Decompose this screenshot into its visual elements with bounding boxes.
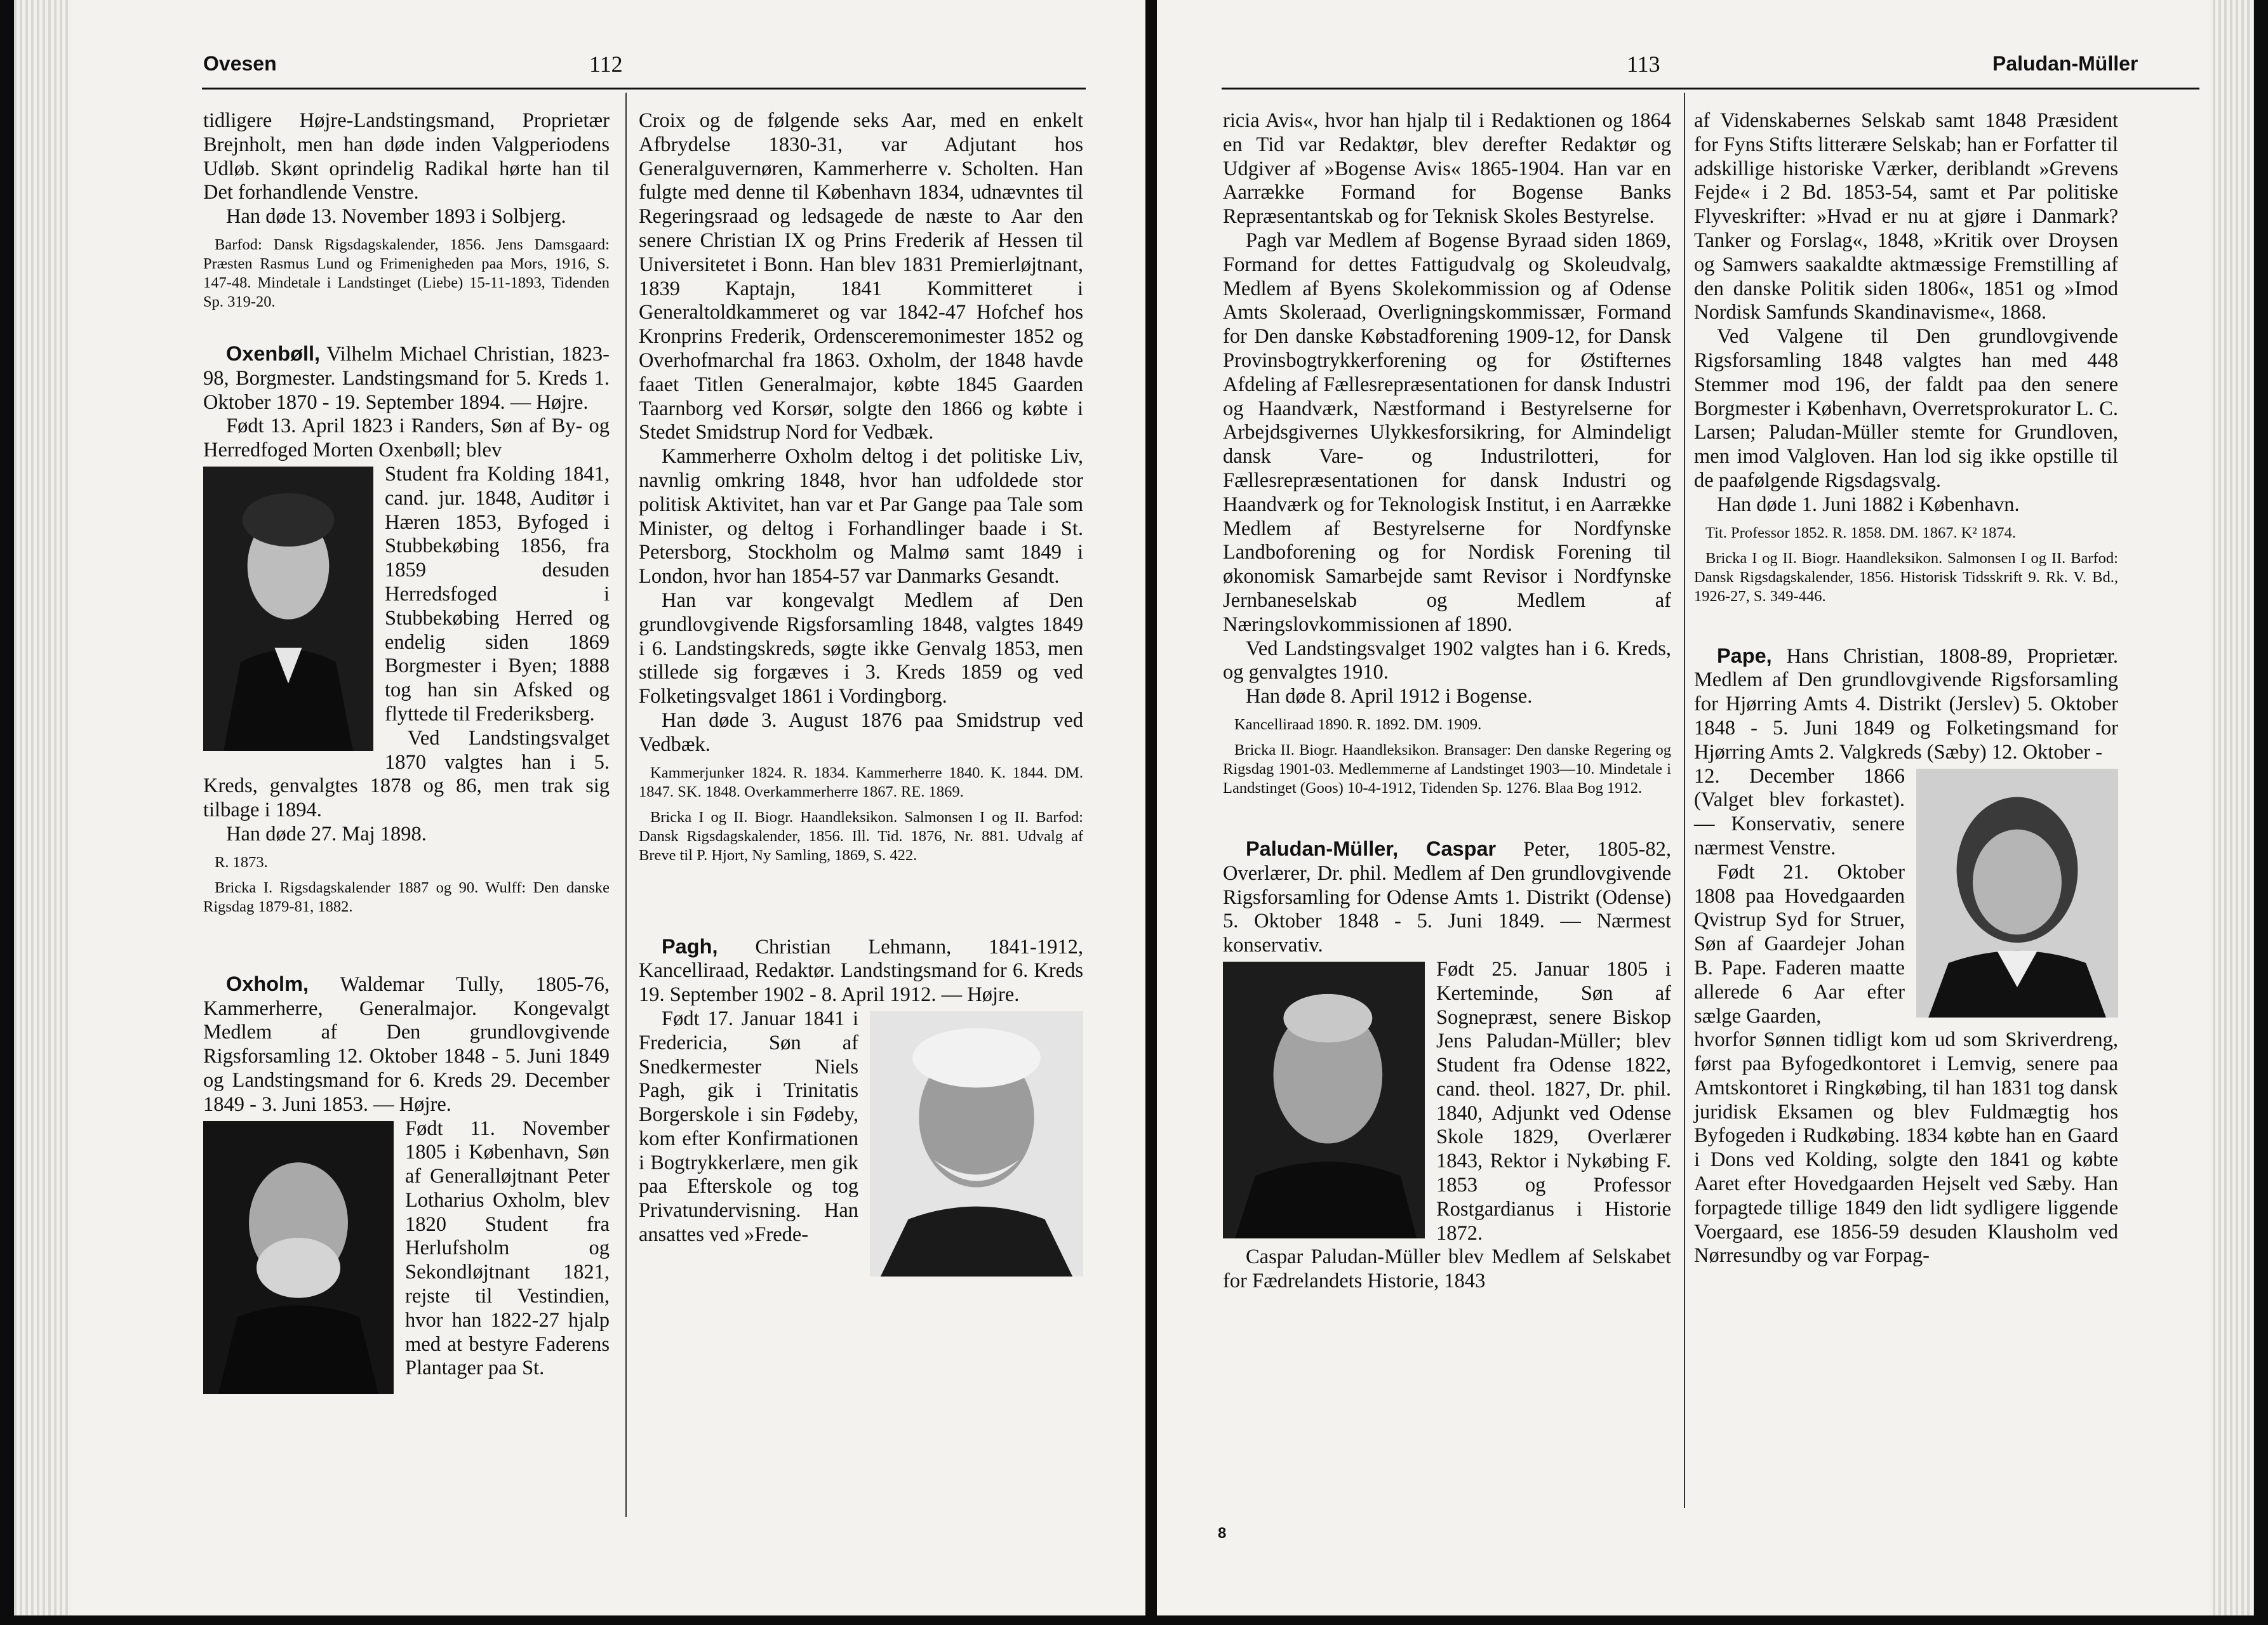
- entry-oxholm: [203, 972, 610, 1117]
- references: Barfod: Dansk Rigsdagskalender, 1856. Jens Damsgaard: Præsten Rasmus Lund og Frimenigheden paa Mors, 1916, S. 147-48. Mindetale i Landstinget (Liebe) 15-11-1893, Tidenden Sp. 319-20.: [203, 235, 610, 310]
- entry-name: Paludan-Müller,: [1246, 837, 1399, 860]
- portrait-oxholm: [203, 1121, 394, 1394]
- entry-name: Oxholm,: [226, 972, 309, 995]
- left-page-column-1: [203, 109, 610, 1400]
- paragraph: Pagh var Medlem af Bogense Byraad siden 1869, Formand for dettes Fattigudvalg og Skoleudvalg, Medlem af Byens Skolekommission og af Odense Amts Skoleraad, Overligningskommissær, Formand for Den danske Købstadforening 1909-12, for Dansk Provinsbogtrykkerforening og for Østifternes Afdeling af Fællesrepræsentationen for dansk Industri og Haandværk, Næstformand i Bestyrelserne for Arbejdsgivernes Ulykkesforsikring, for Almindeligt dansk Vare- og Industrilotteri, for Fællesrepræsentationen for dansk Industri og Haandværk og for Teknologisk Institut, i en Aarrække Medlem af Bestyrelserne for Nordfynske Landboforening og for Nordisk Forening til økonomisk Samarbejde samt Revisor i Nordfynske Jernbaneselskab og Medlem af Næringslovkommissionen af 1890.: [1223, 229, 1671, 636]
- paragraph: Født 17. Januar 1841 i Fredericia, Søn af Snedkermester Niels Pagh, gik i Trinitatis Borgerskole i sin Fødeby, kom efter Konfirmationen i Bogtrykkerlære, men gik paa Efterskole og tog Privatundervisning. Han ansattes ved »Frede-: [639, 1007, 858, 1247]
- paragraph: Han døde 3. August 1876 paa Smidstrup ved Vedbæk.: [639, 708, 1083, 756]
- paragraph: Han var kongevalgt Medlem af Den grundlovgivende Rigsforsamling 1848, valgtes 1849 i 6. Landstingskreds, søgte ikke Genvalg 1853, men stillede sig forgæves i 3. Kreds 1859 og ved Folketingsvalget 1861 i Vordingborg.: [639, 588, 1083, 708]
- entry-pagh: [639, 935, 1083, 1007]
- page-number-left: 112: [589, 51, 623, 77]
- paragraph: Han døde 13. November 1893 i Solbjerg.: [226, 205, 566, 229]
- portrait-pape: [1916, 769, 2118, 1018]
- entry-name: Pape,: [1717, 644, 1772, 667]
- paragraph: Ved Landstingsvalget 1870 valgtes han i 5. Kreds, genvalgtes 1878 og 86, men trak sig tilbage i 1894.: [203, 726, 610, 822]
- left-page-column-2: [639, 109, 1083, 1283]
- entry-oxenboll: [203, 342, 610, 415]
- paragraph: hvorfor Sønnen tidligt kom ud som Skriverdreng, først paa Byfogedkontoret i Lemvig, senere paa Amtskontoret i Ringkøbing, til han 1831 tog dansk juridisk Eksamen og blev Fuldmægtig hos Byfogeden i Rudkøbing. 1834 købte han en Gaard i Dons ved Kolding, solgte den 1841 og købte Aaret efter Hovedgaarden Hejselt ved Sæby. Han forpagtede tillige 1849 den lidt sydligere liggende Voergaard, ese 1856-59 desuden Klausholm ved Nørresundby og var Forpag-: [1694, 1028, 2118, 1268]
- column-divider: [1684, 93, 1685, 1508]
- portrait-oxenboll: [203, 467, 373, 751]
- portrait-paludan-muller: [1223, 962, 1425, 1238]
- paragraph: Han døde 8. April 1912 i Bogense.: [1246, 685, 1533, 708]
- paragraph: Født 25. Januar 1805 i Kerteminde, Søn af Sognepræst, senere Biskop Jens Paludan-Müller; blev Student fra Odense 1822, cand. theol. 1827, Dr. phil. 1840, Adjunkt ved Odense Skole 1829, Overlærer 1843, Rektor i Nykøbing F. 1853 og Professor Rostgardianus i Historie 1872.: [1436, 957, 1671, 1245]
- paragraph: Født 13. April 1823 i Randers, Søn af By- og Herredfoged Morten Oxenbøll; blev: [203, 415, 610, 462]
- references: Bricka I og II. Biogr. Haandleksikon. Salmonsen I og II. Barfod: Dansk Rigsdagskalender, 1856. Ill. Tid. 1876, Nr. 881. Udvalg af Breve til P. Hjort, Ny Samling, 1869, S. 422.: [639, 808, 1083, 864]
- entry-intro: Hans Christian, 1808-89, Proprietær. Medlem af Den grundlovgivende Rigsforsamling for Hjørring Amts 4. Distrikt (Jerslev) 5. Oktober 1848 - 5. Juni 1849 og Folketingsmand for Hjørring Amts 2. Valgkreds (Sæby) 12. Oktober -: [1694, 644, 2118, 764]
- right-page: [1157, 0, 2254, 1615]
- paragraph: Kammerherre Oxholm deltog i det politiske Liv, navnlig omkring 1848, hvor han udfoldede stor politisk Aktivitet, han var et Par Gange paa Tale som Minister, og deltog i Forhandlinger baade i St. Petersborg, Stockholm og Malmø samt 1849 i London, hvor han 1854-57 var Danmarks Gesandt.: [639, 445, 1083, 588]
- paragraph: Caspar Paludan-Müller blev Medlem af Selskabet for Fædrelandets Historie, 1843: [1223, 1245, 1671, 1293]
- paragraph: Student fra Kolding 1841, cand. jur. 1848, Auditør i Hæren 1853, Byfoged i Stubbekøbing 1856, fra 1859 desuden Herredsfoged i Stubbekøbing Herred og endelig siden 1869 Borgmester i Byen; 1888 tog han sin Afsked og flyttede til Frederiksberg.: [385, 462, 610, 726]
- signature-mark: 8: [1218, 1525, 1227, 1542]
- paragraph: Han døde 27. Maj 1898.: [226, 822, 427, 846]
- paragraph: Croix og de følgende seks Aar, med en enkelt Afbrydelse 1830-31, var Adjutant hos Generalguvernøren, Kammerherre v. Scholten. Han fulgte med denne til København 1834, udnævntes til Regeringsraad og ledsagede de næste to Aar den senere Christian IX og Prins Frederik af Hessen til Universitetet i Bonn. Han blev 1831 Premierløjtnant, 1839 Kaptajn, 1841 Kommitteret i Generaltoldkammeret og var 1842-47 Hofchef hos Kronprins Frederik, Ordensceremonimester 1852 og Overhofmarchal fra 1863. Oxholm, der 1848 havde faaet Titlen Generalmajor, købte 1845 Gaarden Taarnborg ved Korsør, solgte den 1866 og købte i Stedet Smidstrup Nord for Vedbæk.: [639, 109, 1083, 444]
- paragraph: Ved Valgene til Den grundlovgivende Rigsforsamling 1848 valgtes han med 448 Stemmer mod 196, der faldt paa den senere Borgmester i København, Overretsprokurator L. C. Larsen; Paludan-Müller stemte for Grundloven, men imod Valgloven. Han lod sig ikke opstille til de paafølgende Rigsdagsvalg.: [1694, 325, 2118, 492]
- paragraph: Ved Landstingsvalget 1902 valgtes han i 6. Kreds, og genvalgtes 1910.: [1223, 637, 1671, 684]
- paragraph: Han døde 1. Juni 1882 i København.: [1717, 493, 2020, 516]
- entry-intro: Peter, 1805-82, Overlærer, Dr. phil. Medlem af Den grundlovgivende Rigsforsamling for Odense Amts 1. Distrikt (Odense) 5. Oktober 1848 - 5. Juni 1849. — Nærmest konservativ.: [1223, 837, 1671, 957]
- paragraph: af Videnskabernes Selskab samt 1848 Præsident for Fyns Stifts litterære Selskab; han er Forfatter til adskillige historiske Værker, deriblandt »Grevens Fejde« i 2 Bd. 1853-54, samt et Par politiske Flyveskrifter: »Hvad er nu at gjøre i Danmark? Tanker og Forslag«, 1848, »Kritik over Droysen og Samwers saakaldte aktmæssige Fremstilling af den danske Politik siden 1806«, 1851 og »Imod Nordisk Samfunds Skandinavisme«, 1868.: [1694, 109, 2118, 324]
- paragraph: Født 21. Oktober 1808 paa Hovedgaarden Qvistrup Syd for Struer, Søn af Gaardejer Johan B. Pape. Faderen maatte allerede 6 Aar efter sælge Gaarden,: [1694, 860, 1905, 1028]
- paragraph: tidligere Højre-Landstingsmand, Proprietær Brejnholt, men han døde inden Valgperiodens Udløb. Skønt oprindelig Radikal hørte han til Det forhandlende Venstre.: [203, 109, 610, 204]
- paragraph: Født 11. November 1805 i København, Søn af Generalløjtnant Peter Lotharius Oxholm, blev 1820 Student fra Herlufsholm og Sekondløjtnant 1821, rejste til Vestindien, hvor han 1822-27 hjalp med at bestyre Faderens Plantager paa St.: [405, 1117, 610, 1380]
- left-page: [14, 0, 1145, 1615]
- honors: R. 1873.: [215, 853, 268, 871]
- right-page-column-1: [1223, 109, 1671, 1294]
- paragraph: ricia Avis«, hvor han hjalp til i Redaktionen og 1864 en Tid var Redaktør, blev derefter Redaktør og Udgiver af »Bogense Avis« 1865-1904. Han var en Aarrække Formand for Bogense Banks Repræsentantskab og for Teknisk Skoles Bestyrelse.: [1223, 109, 1671, 229]
- paragraph: 12. December 1866 (Valget blev forkastet). — Konservativ, senere nærmest Venstre.: [1694, 764, 1905, 859]
- references: Bricka II. Biogr. Haandleksikon. Bransager: Den danske Regering og Rigsdag 1901-03. Medlemmerne af Landstinget 1903—10. Mindetale i Landstinget (Goos) 10-4-1912, Tidenden Sp. 1276. Blaa Bog 1912.: [1223, 741, 1671, 797]
- entry-name: Oxenbøll,: [226, 342, 321, 365]
- entry-name: Pagh,: [662, 934, 718, 958]
- entry-given-name: Caspar: [1398, 837, 1497, 860]
- honors: Tit. Professor 1852. R. 1858. DM. 1867. K² 1874.: [1705, 524, 2016, 541]
- header-rule: [1222, 88, 2199, 90]
- honors: Kancelliraad 1890. R. 1892. DM. 1909.: [1234, 715, 1482, 733]
- portrait-pagh: [870, 1011, 1083, 1277]
- entry-intro: Waldemar Tully, 1805-76, Kammerherre, Generalmajor. Kongevalgt Medlem af Den grundlovgivende Rigsforsamling 12. Oktober 1848 - 5. Juni 1849 og Landstingsmand for 6. Kreds 29. December 1849 - 3. Juni 1853. — Højre.: [203, 972, 610, 1116]
- column-divider: [625, 93, 627, 1517]
- right-page-column-2: [1694, 109, 2118, 1268]
- running-head-right: Paludan-Müller: [1992, 52, 2138, 75]
- entry-intro: Christian Lehmann, 1841-1912, Kancelliraad, Redaktør. Landstingsmand for 6. Kreds 19. September 1902 - 8. April 1912. — Højre.: [639, 935, 1083, 1007]
- entry-paludan-muller: [1223, 837, 1671, 958]
- honors: Kammerjunker 1824. R. 1834. Kammerherre 1840. K. 1844. DM. 1847. SK. 1848. Overkammerherre 1867. RE. 1869.: [639, 764, 1083, 800]
- references: Bricka I og II. Biogr. Haandleksikon. Salmonsen I og II. Barfod: Dansk Rigsdagskalender, 1856. Historisk Tidsskrift 9. Rk. V. Bd., 1926-27, S. 349-446.: [1694, 549, 2118, 605]
- page-number-right: 113: [1627, 51, 1660, 77]
- references: Bricka I. Rigsdagskalender 1887 og 90. Wulff: Den danske Rigsdag 1879-81, 1882.: [203, 879, 610, 915]
- running-head-left: Ovesen: [203, 52, 277, 75]
- header-rule: [202, 88, 1086, 90]
- entry-intro: Vilhelm Michael Christian, 1823-98, Borgmester. Landstingsmand for 5. Kreds 1. Oktober 1870 - 19. September 1894. — Højre.: [203, 342, 610, 414]
- entry-pape: [1694, 644, 2118, 765]
